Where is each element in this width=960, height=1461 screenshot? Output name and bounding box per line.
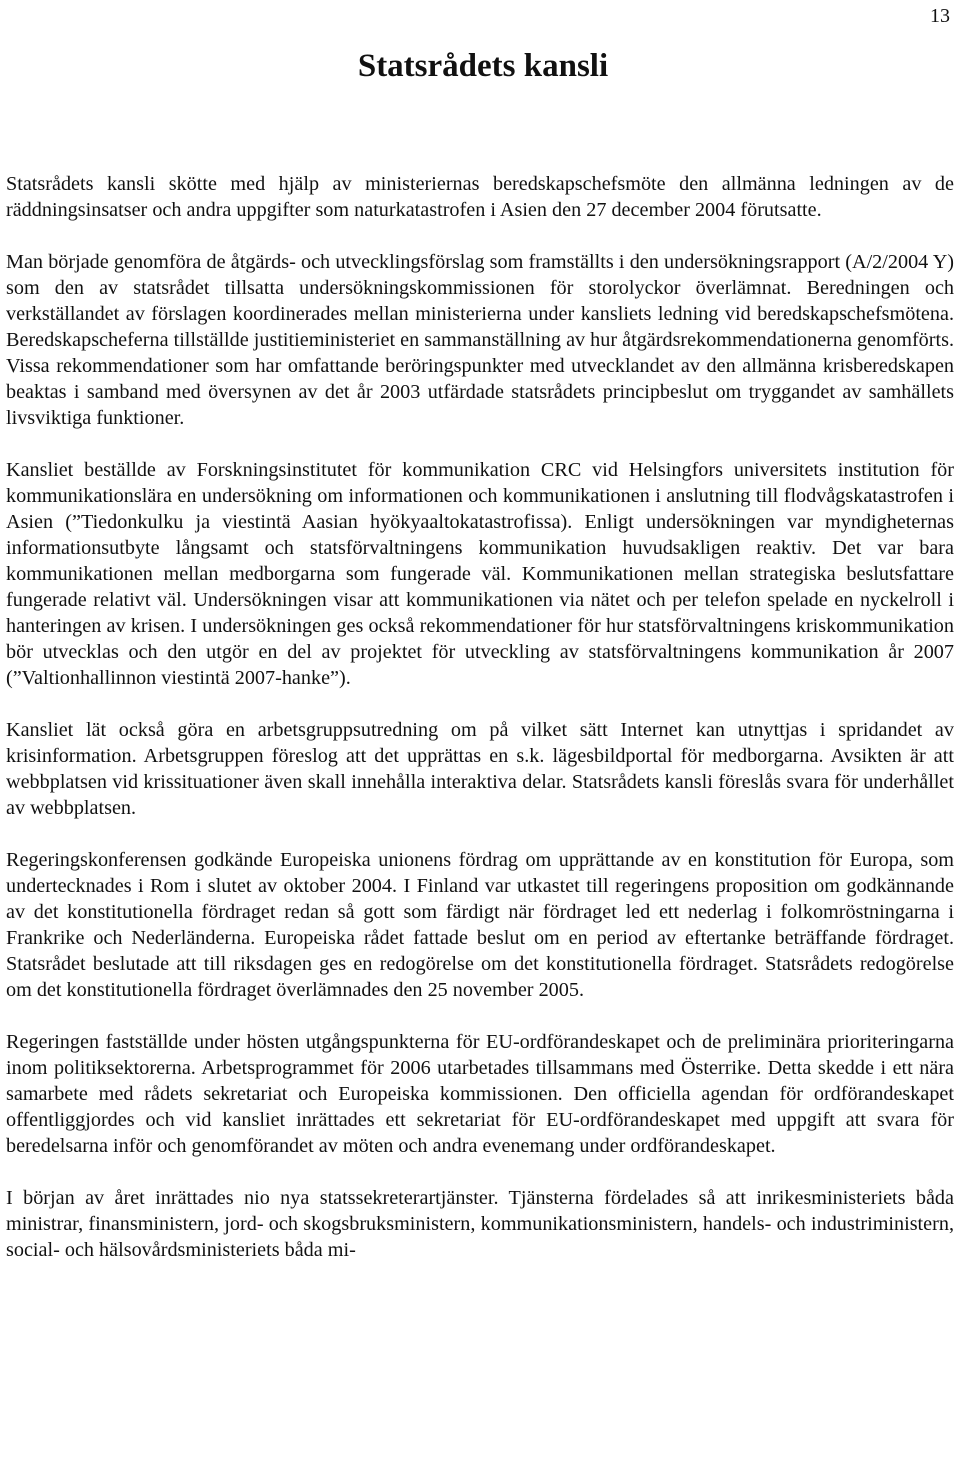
paragraph-eu-presidency: Regeringen fastställde under hösten utgångspunkterna för EU-ordförandeskapet och de preliminära prioriteringarna inom politiksektorerna. Arbetsprogrammet för 2006 utarbetades tillsammans med Österrike. Detta skedde i ett nära samarbete med rådets sekretariat och Europeiska kommissionen. Den officiella agendan för ordförandeskapet offentliggjordes och vid kansliet inrättades ett sekretariat för EU-ordförandeskapet med uppgift att svara för beredelsarna inför och genomförandet av möten och andra evenemang under ordförandeskapet. (6, 1031, 954, 1157)
body-text (6, 171, 954, 1289)
paragraph-investigation-report: Man började genomföra de åtgärds- och utvecklingsförslag som framställts i den undersökningsrapport (A/2/2004 Y) som den av statsrådet tillsatta undersökningskommissionen för storolyckor överlämnat. Beredningen och verkställandet av förslagen koordinerades mellan ministerierna under kansliets ledning vid beredskapschefsmötena. Beredskapscheferna tillställde justitieministeriet en sammanställning av hur åtgärdsrekommendationerna genomförts. Vissa rekommendationer som har omfattande beröringspunkter med utvecklandet av den allmänna krisberedskapen beaktas i samband med översynen av det år 2003 utfärdade statsrådets principbeslut om tryggandet av samhällets livsviktiga funktioner. (6, 251, 954, 429)
paragraph-crisis-management: Statsrådets kansli skötte med hjälp av ministeriernas beredskapschefsmöte den allmänna ledningen av de räddningsinsatser och andra uppgifter som naturkatastrofen i Asien den 27 december 2004 förutsatte. (6, 173, 954, 221)
paragraph-eu-constitution: Regeringskonferensen godkände Europeiska unionens fördrag om upprättande av en konstitution för Europa, som undertecknades i Rom i slutet av oktober 2004. I Finland var utkastet till regeringens proposition om godkännande av det konstitutionella fördraget redan så gott som färdigt när fördraget led ett nederlag i folkomröstningarna i Frankrike och Nederländerna. Europeiska rådet fattade beslut om en period av eftertanke beträffande fördraget. Statsrådet beslutade att till riksdagen ges en redogörelse om det konstitutionella fördraget. Statsrådets redogörelse om det konstitutionella fördraget överlämnades den 25 november 2005. (6, 849, 954, 1001)
paragraph-communication-study: Kansliet beställde av Forskningsinstitutet för kommunikation CRC vid Helsingfors universitets institution för kommunikationslära en undersökning om informationen och kommunikationen i anslutning till flodvågskatastrofen i Asien (”Tiedonkulku ja viestintä Aasian hyökyaaltokatastrofissa). Enligt undersökningen var myndigheternas informationsutbyte långsamt och statsförvaltningens kommunikation huvudsakligen reaktiv. Det var bara kommunikationen mellan medborgarna som fungerade väl. Kommunikationen mellan strategiska beslutsfattare fungerade relativt väl. Undersökningen visar att kommunikationen via nätet och per telefon spelade en nyckelroll i hanteringen av krisen. I undersökningen ges också rekommendationer för hur statsförvaltningens kriskommunikation bör utvecklas och den utgör en del av projektet för utveckling av statsförvaltningens kommunikation år 2007 (”Valtionhallinnon viestintä 2007-hanke”). (6, 459, 954, 689)
page-title: Statsrådets kansli (357, 48, 609, 84)
paragraph-internet-report: Kansliet lät också göra en arbetsgruppsutredning om på vilket sätt Internet kan utnyttjas i spridandet av krisinformation. Arbetsgruppen föreslog att det upprättas en s.k. lägesbildportal för medborgarna. Avsikten är att webbplatsen vid krissituationer även skall innehålla interaktiva delar. Statsrådets kansli föreslås svara för underhållet av webbplatsen. (6, 719, 954, 819)
page-number: 13 (930, 5, 950, 27)
paragraph-state-secretaries: I början av året inrättades nio nya statssekreterartjänster. Tjänsterna fördelades så att inrikesministeriets båda ministrar, finansministern, jord- och skogsbruksministern, kommunikationsministern, handels- och industriministern, social- och hälsovårdsministeriets båda mi- (6, 1187, 954, 1261)
